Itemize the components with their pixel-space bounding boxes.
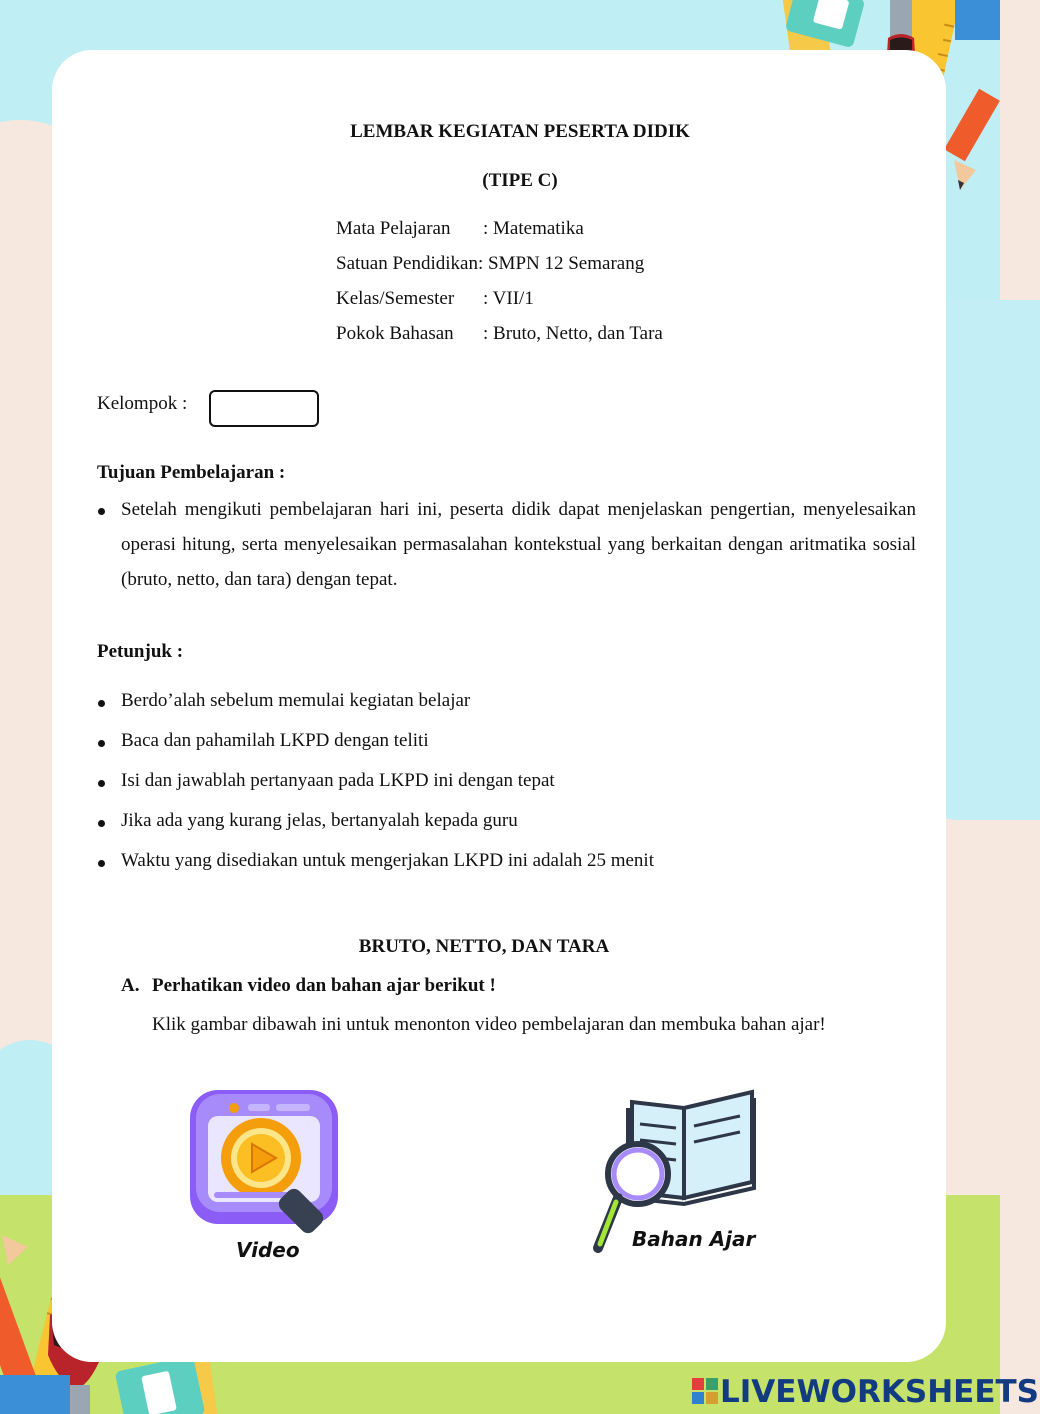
meta-value: SMPN 12 Semarang xyxy=(487,253,645,274)
learning-material-label: Bahan Ajar xyxy=(632,1227,756,1251)
meta-key: Mata Pelajaran xyxy=(336,218,451,239)
section-a-label: A. xyxy=(121,975,140,996)
page-subtitle: (TIPE C) xyxy=(482,170,558,191)
instructions-heading: Petunjuk : xyxy=(97,641,184,662)
learning-material-button[interactable] xyxy=(592,1086,762,1261)
instruction-item: Jika ada yang kurang jelas, bertanyalah kepada guru xyxy=(121,810,518,831)
meta-key: Kelas/Semester xyxy=(336,288,455,309)
meta-key: Satuan Pendidikan: xyxy=(336,253,484,274)
crayon-icon xyxy=(0,1375,70,1414)
video-play-icon xyxy=(188,1088,348,1238)
objectives-text: Setelah mengikuti pembelajaran hari ini, peserta didik dapat menjelaskan pengertian, menyelesaikan operasi hitung, serta menyelesaikan permasalahan kontekstual yang berkaitan dengan aritmatika sosial (bruto, netto, dan tara) dengan tepat. xyxy=(121,499,916,590)
video-button[interactable] xyxy=(188,1088,348,1268)
meta-value: : Matematika xyxy=(483,218,584,239)
meta-key: Pokok Bahasan xyxy=(336,323,454,344)
meta-row-subject xyxy=(336,218,584,240)
section-title: BRUTO, NETTO, DAN TARA xyxy=(358,936,610,957)
meta-row-class xyxy=(336,288,534,310)
meta-value: : Bruto, Netto, dan Tara xyxy=(483,323,663,344)
instruction-item: Isi dan jawablah pertanyaan pada LKPD ini dengan tepat xyxy=(121,770,555,791)
group-label: Kelompok : xyxy=(97,393,188,414)
meta-row-school xyxy=(336,253,644,275)
page-title: LEMBAR KEGIATAN PESERTA DIDIK xyxy=(350,121,690,142)
liveworksheets-logo-icon xyxy=(692,1378,718,1409)
instruction-item: Baca dan pahamilah LKPD dengan teliti xyxy=(121,730,429,751)
instruction-item: Berdo’alah sebelum memulai kegiatan belajar xyxy=(121,690,471,711)
section-a-text: Klik gambar dibawah ini untuk menonton video pembelajaran dan membuka bahan ajar! xyxy=(152,1014,826,1035)
section-a-heading: Perhatikan video dan bahan ajar berikut ! xyxy=(152,975,496,996)
video-label: Video xyxy=(236,1238,300,1262)
meta-row-topic xyxy=(336,323,663,345)
instruction-item: Waktu yang disediakan untuk mengerjakan LKPD ini adalah 25 menit xyxy=(121,850,654,871)
eraser-icon xyxy=(115,1355,206,1414)
crayon-icon xyxy=(955,0,1000,40)
group-input[interactable] xyxy=(209,390,319,427)
objectives-heading: Tujuan Pembelajaran : xyxy=(97,462,286,483)
liveworksheets-brand[interactable]: LIVEWORKSHEETS xyxy=(720,1374,1039,1410)
meta-value: : VII/1 xyxy=(483,288,534,309)
